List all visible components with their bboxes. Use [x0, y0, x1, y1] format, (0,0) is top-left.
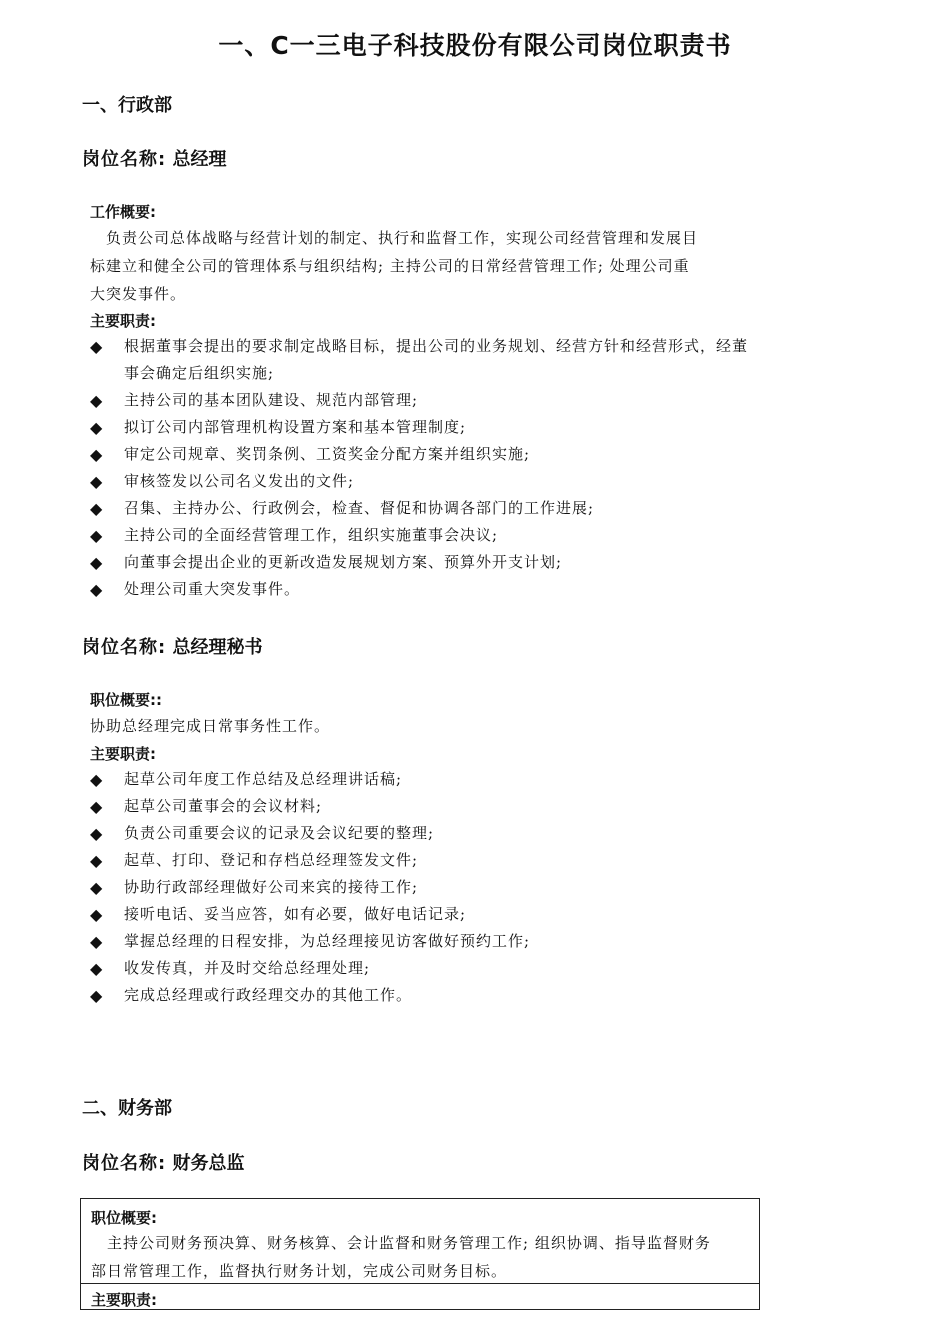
diamond-bullet-icon: ◆: [90, 986, 104, 1005]
list-item: ◆ 拟订公司内部管理机构设置方案和基本管理制度;: [90, 414, 750, 441]
list-item: ◆ 根据董事会提出的要求制定战略目标，提出公司的业务规划、经营方针和经营形式，经董事会确定后组织实施;: [90, 333, 750, 387]
list-item: ◆ 处理公司重大突发事件。: [90, 576, 750, 603]
section-heading-finance: 二、财务部: [82, 1098, 172, 1119]
overview-text: 协助总经理完成日常事务性工作。: [90, 717, 331, 735]
list-item: ◆ 负责公司重要会议的记录及会议纪要的整理;: [90, 820, 750, 847]
duties-list-gm-secretary: [90, 766, 750, 1009]
position-name: 总经理: [172, 149, 227, 170]
position-title-general-manager: [82, 145, 226, 171]
list-item: ◆ 掌握总经理的日程安排，为总经理接见访客做好预约工作;: [90, 928, 750, 955]
list-item: ◆ 起草、打印、登记和存档总经理签发文件;: [90, 847, 750, 874]
list-item: ◆ 协助行政部经理做好公司来宾的接待工作;: [90, 874, 750, 901]
overview-label: 职位概要:: [91, 1209, 157, 1227]
overview-label: 职位概要::: [90, 691, 162, 709]
list-item: ◆ 召集、主持办公、行政例会，检查、督促和协调各部门的工作进展;: [90, 495, 750, 522]
diamond-bullet-icon: ◆: [90, 391, 104, 410]
position-name: 总经理秘书: [172, 637, 263, 658]
list-item: ◆ 起草公司年度工作总结及总经理讲话稿;: [90, 766, 750, 793]
duties-label: 主要职责:: [91, 1291, 157, 1309]
overview-line: 大突发事件。: [90, 285, 187, 303]
cfo-duty-table: [80, 1198, 760, 1310]
position-label: 岗位名称:: [82, 1153, 167, 1174]
overview-label: 工作概要:: [90, 203, 156, 221]
diamond-bullet-icon: ◆: [90, 553, 104, 572]
table-divider: [81, 1283, 759, 1284]
list-item: ◆ 主持公司的基本团队建设、规范内部管理;: [90, 387, 750, 414]
list-item: ◆ 审核签发以公司名义发出的文件;: [90, 468, 750, 495]
list-item: ◆ 向董事会提出企业的更新改造发展规划方案、预算外开支计划;: [90, 549, 750, 576]
overview-line: 主持公司财务预决算、财务核算、会计监督和财务管理工作; 组织协调、指导监督财务: [107, 1234, 711, 1252]
position-name: 财务总监: [172, 1153, 245, 1174]
diamond-bullet-icon: ◆: [90, 418, 104, 437]
list-item: ◆ 主持公司的全面经营管理工作，组织实施董事会决议;: [90, 522, 750, 549]
position-title-gm-secretary: [82, 633, 262, 659]
position-title-cfo: [82, 1149, 244, 1175]
diamond-bullet-icon: ◆: [90, 526, 104, 545]
overview-line: 负责公司总体战略与经营计划的制定、执行和监督工作，实现公司经营管理和发展目: [106, 229, 699, 247]
list-item: ◆ 接听电话、妥当应答，如有必要，做好电话记录;: [90, 901, 750, 928]
document-title: 一、C一三电子科技股份有限公司岗位职责书: [218, 31, 732, 60]
diamond-bullet-icon: ◆: [90, 959, 104, 978]
list-item: ◆ 审定公司规章、奖罚条例、工资奖金分配方案并组织实施;: [90, 441, 750, 468]
diamond-bullet-icon: ◆: [90, 905, 104, 924]
overview-text: [91, 1229, 753, 1285]
diamond-bullet-icon: ◆: [90, 797, 104, 816]
list-item: ◆ 完成总经理或行政经理交办的其他工作。: [90, 982, 750, 1009]
diamond-bullet-icon: ◆: [90, 472, 104, 491]
diamond-bullet-icon: ◆: [90, 824, 104, 843]
diamond-bullet-icon: ◆: [90, 580, 104, 599]
diamond-bullet-icon: ◆: [90, 932, 104, 951]
diamond-bullet-icon: ◆: [90, 770, 104, 789]
list-item: ◆ 收发传真，并及时交给总经理处理;: [90, 955, 750, 982]
list-item: ◆ 起草公司董事会的会议材料;: [90, 793, 750, 820]
overview-text: [90, 224, 750, 308]
position-label: 岗位名称:: [82, 149, 167, 170]
diamond-bullet-icon: ◆: [90, 878, 104, 897]
diamond-bullet-icon: ◆: [90, 445, 104, 464]
section-heading-administration: 一、行政部: [82, 95, 172, 116]
duties-list-general-manager: [90, 333, 750, 603]
diamond-bullet-icon: ◆: [90, 499, 104, 518]
position-label: 岗位名称:: [82, 637, 167, 658]
diamond-bullet-icon: ◆: [90, 851, 104, 870]
diamond-bullet-icon: ◆: [90, 337, 104, 356]
overview-line: 标建立和健全公司的管理体系与组织结构; 主持公司的日常经营管理工作; 处理公司重: [90, 257, 690, 275]
duties-label: 主要职责:: [90, 312, 156, 330]
duties-label: 主要职责:: [90, 745, 156, 763]
overview-line: 部日常管理工作，监督执行财务计划，完成公司财务目标。: [91, 1262, 508, 1280]
